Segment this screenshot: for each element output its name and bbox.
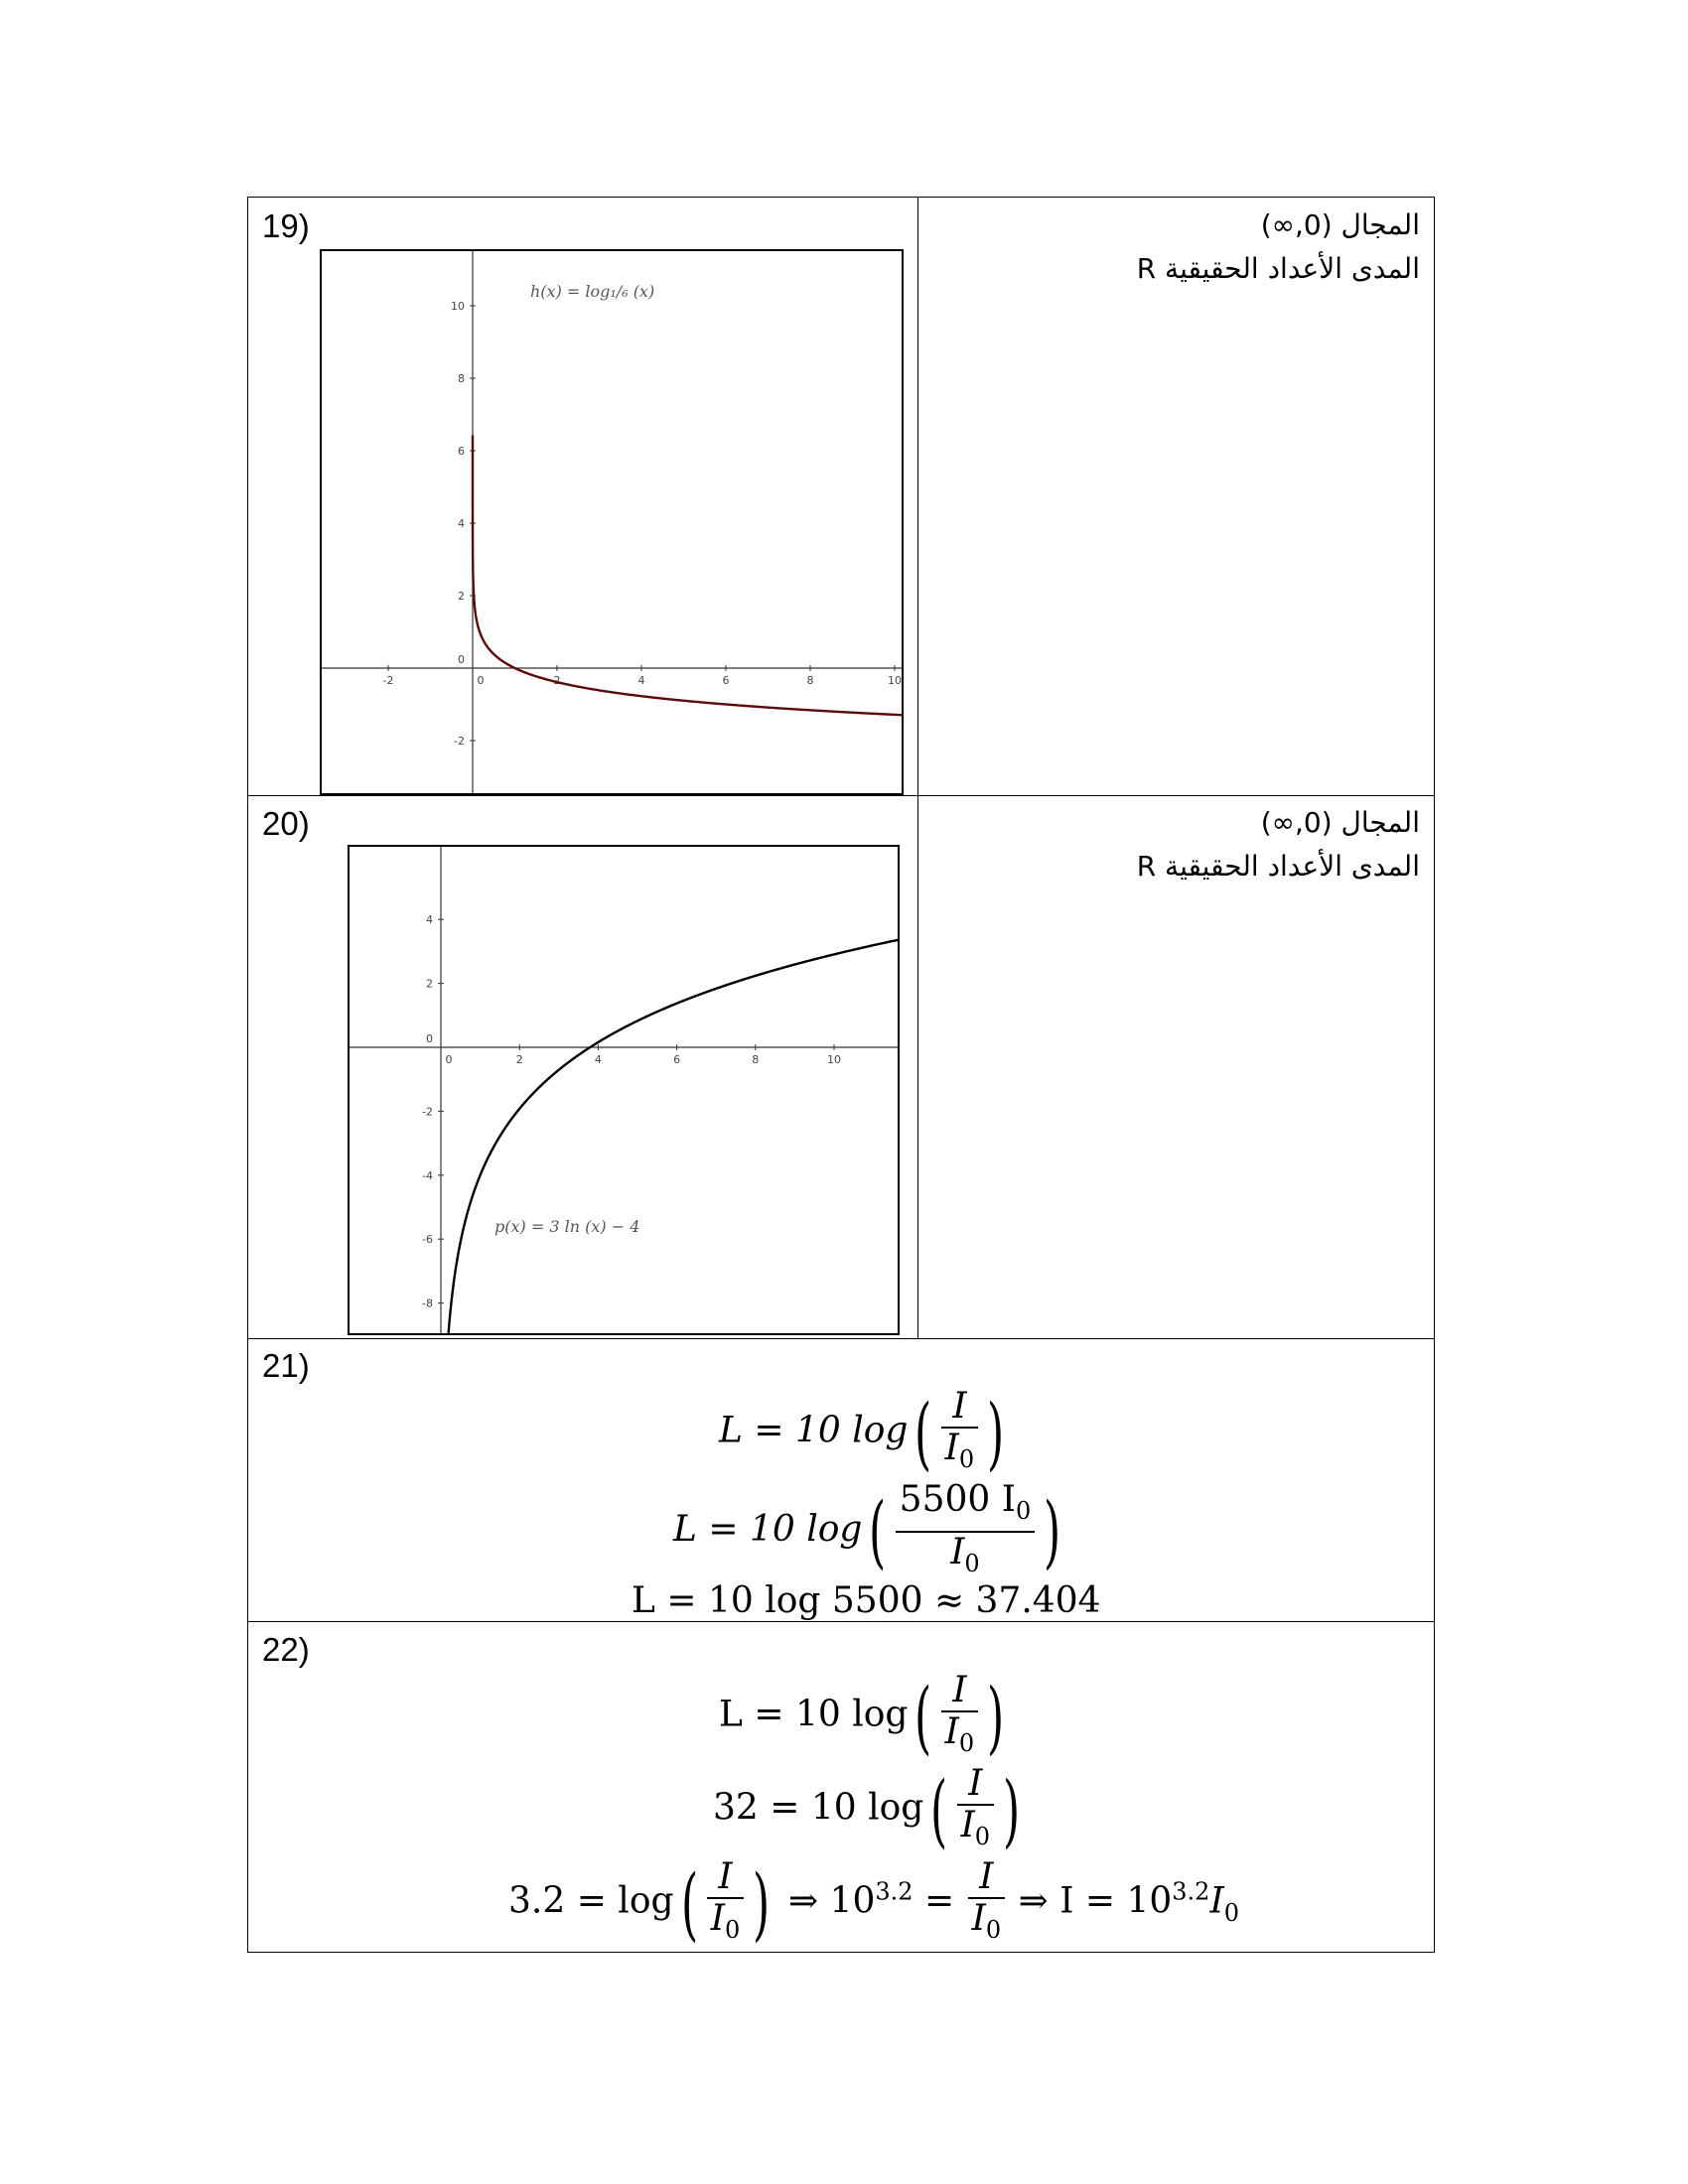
subscript: 0: [964, 1550, 980, 1578]
question-number-21: 21): [262, 1347, 310, 1384]
y-tick-label: 0: [458, 653, 465, 666]
eq-denominator: I: [710, 1898, 725, 1939]
question-number-20: 20): [262, 805, 310, 842]
x-tick-label: 0: [477, 674, 485, 687]
y-tick-label: 10: [451, 300, 465, 313]
equation-22-line1: L = 10 log( $\frac{I}{I_0}$ ): [719, 1670, 1005, 1763]
x-tick-label: 8: [752, 1053, 760, 1066]
x-tick-label: 8: [806, 674, 814, 687]
eq-text: L = 10 log: [719, 1410, 909, 1451]
eq-numerator: 5500 I: [899, 1479, 1016, 1520]
equation-21-line1: L = 10 log( $\frac{I}{I_0}$ ): [719, 1386, 1005, 1479]
x-tick-label: 10: [888, 674, 902, 687]
graph-20: [348, 845, 900, 1335]
graph-19: [320, 249, 904, 795]
subscript: 0: [1015, 1497, 1032, 1526]
eq-text: 32 = 10 log: [713, 1787, 924, 1829]
question-number-19: 19): [262, 207, 310, 244]
eq-text: 3.2 = log: [508, 1880, 674, 1922]
eq-numerator: I: [941, 1671, 979, 1712]
equation-21-line3: L = 10 log 5500 ≈ 37.404: [632, 1580, 1101, 1621]
x-tick-label: 0: [445, 1053, 453, 1066]
x-tick-label: 4: [637, 674, 645, 687]
subscript: 0: [985, 1916, 1002, 1945]
eq-text: ⇒ I = 10: [1018, 1880, 1173, 1922]
question-number-22: 22): [262, 1631, 310, 1668]
y-tick-label: 2: [426, 977, 433, 991]
subscript: 0: [725, 1916, 741, 1945]
x-tick-label: 6: [722, 674, 730, 687]
eq-numerator: I: [707, 1857, 745, 1899]
y-tick-label: 4: [458, 517, 465, 530]
graph-20-svg: [350, 847, 900, 1335]
superscript: 3.2: [1172, 1877, 1210, 1906]
subscript: 0: [1223, 1898, 1239, 1927]
y-tick-label: 0: [426, 1032, 433, 1045]
row-divider: [248, 1621, 1434, 1622]
y-tick-label: -2: [422, 1105, 433, 1119]
equation-21-line2: L = 10 log( $\frac{5500 I_0}{I_0}$ ): [673, 1479, 1061, 1578]
equation-22-line3: 3.2 = log( $\frac{I}{I_0}$ ) ⇒ $10^{3.2}$ = $\frac{I}{I_0}$ ⇒ $I = 10^{3.2}I_0$: [508, 1856, 1239, 1950]
eq-denominator: I: [944, 1711, 959, 1752]
eq-numerator: I: [957, 1764, 995, 1806]
eq-text: L = 10 log: [673, 1509, 863, 1551]
y-tick-label: -8: [422, 1297, 433, 1310]
x-tick-label: 10: [827, 1053, 841, 1066]
eq-denominator: I: [971, 1898, 986, 1939]
range-label: المدى الأعداد الحقيقية R: [1136, 252, 1420, 285]
answer-20: [1137, 801, 1420, 888]
subscript: 0: [974, 1823, 991, 1851]
eq-text: =: [924, 1880, 955, 1922]
domain-label: المجال (0,∞): [1260, 806, 1420, 839]
y-tick-label: 6: [458, 445, 465, 458]
eq-denominator: I: [944, 1428, 959, 1468]
column-divider: [917, 198, 918, 1338]
row-divider: [248, 795, 1434, 796]
subscript: 0: [958, 1445, 975, 1474]
solutions-table: [247, 197, 1435, 1953]
x-tick-label: 2: [515, 1053, 523, 1066]
eq-numerator: I: [941, 1387, 979, 1429]
y-tick-label: 8: [458, 372, 465, 385]
eq-text: L = 10 log: [719, 1694, 909, 1735]
eq-denominator: I: [960, 1805, 975, 1845]
eq-text: I: [1209, 1880, 1224, 1922]
eq-numerator: I: [968, 1857, 1006, 1899]
graph-19-svg: [322, 251, 904, 795]
superscript: 3.2: [875, 1877, 914, 1906]
x-tick-label: 6: [673, 1053, 681, 1066]
subscript: 0: [958, 1729, 975, 1758]
x-tick-label: -2: [382, 674, 394, 687]
function-curve: [441, 938, 900, 1335]
x-tick-label: 4: [594, 1053, 602, 1066]
row-divider: [248, 1338, 1434, 1339]
eq-text: ⇒ 10: [787, 1880, 876, 1922]
eq-denominator: I: [950, 1532, 965, 1573]
x-tick-label: 2: [553, 674, 561, 687]
function-curve: [473, 435, 904, 715]
y-tick-label: -4: [422, 1168, 433, 1182]
function-label: h(x) = log₁/₆ (x): [530, 282, 655, 301]
y-tick-label: -2: [454, 735, 465, 748]
y-tick-label: 2: [458, 590, 465, 603]
equation-22-line2: 32 = 10 log( $\frac{I}{I_0}$ ): [713, 1763, 1021, 1856]
domain-label: المجال (0,∞): [1260, 208, 1420, 241]
range-label: المدى الأعداد الحقيقية R: [1136, 850, 1420, 883]
y-tick-label: 4: [426, 913, 433, 927]
answer-19: [1137, 204, 1420, 291]
function-label: p(x) = 3 ln (x) − 4: [494, 1217, 640, 1236]
y-tick-label: -6: [422, 1233, 433, 1247]
